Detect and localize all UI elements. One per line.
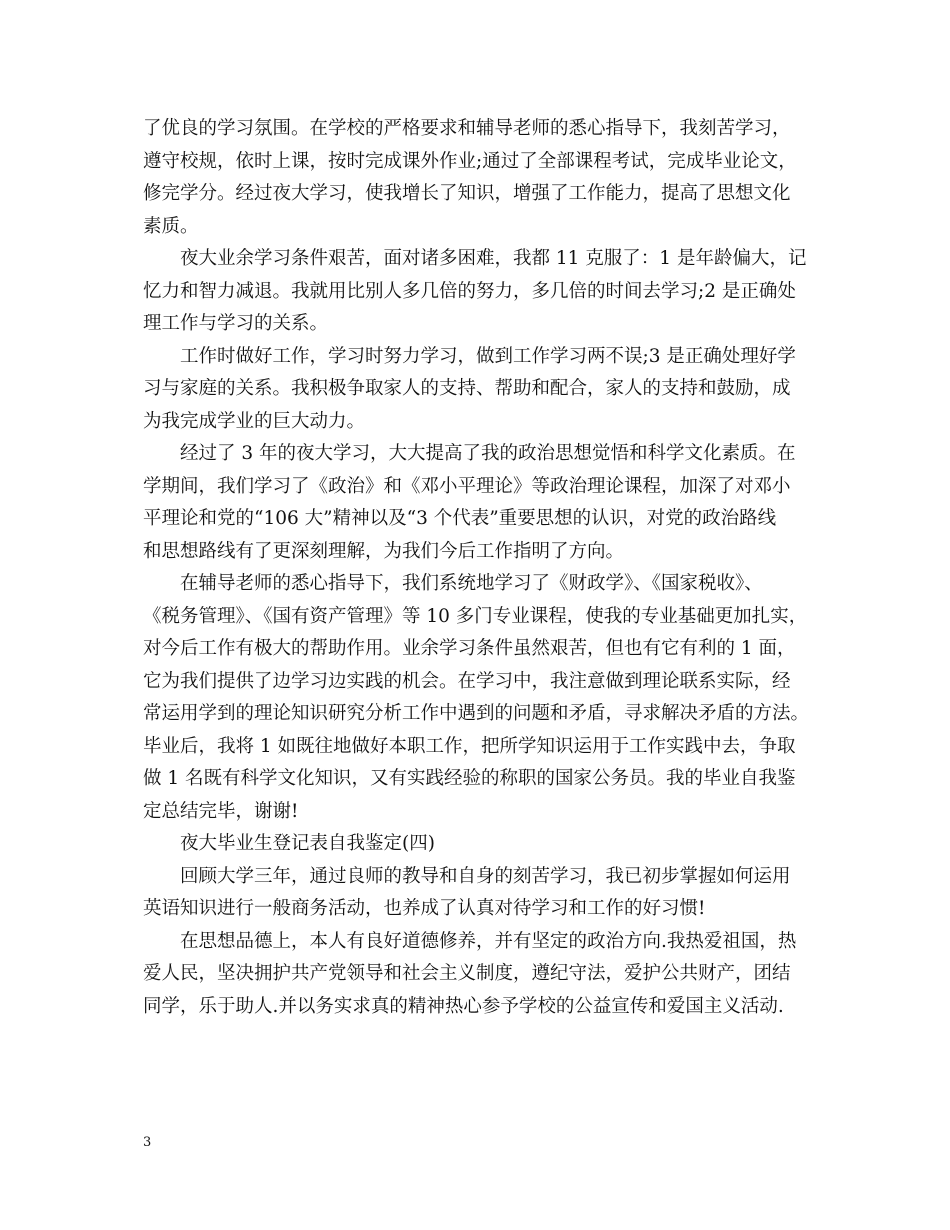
text-line: 平理论和党的“106 大”精神以及“3 个代表”重要思想的认识，对党的政治路线 bbox=[143, 508, 777, 529]
text-line: 在思想品德上，本人有良好道德修养，并有坚定的政治方向.我热爱祖国，热 bbox=[180, 930, 797, 952]
document-body bbox=[143, 113, 813, 1023]
paragraph bbox=[143, 438, 813, 568]
text-line: 定总结完毕，谢谢! bbox=[143, 800, 299, 822]
text-line: 同学，乐于助人.并以务实求真的精神热心参予学校的公益宣传和爱国主义活动. bbox=[143, 995, 784, 1017]
text-line: 素质。 bbox=[143, 215, 199, 237]
text-line: 毕业后，我将 1 如既往地做好本职工作，把所学知识运用于工作实践中去，争取 bbox=[143, 735, 796, 757]
paragraph bbox=[143, 861, 813, 926]
text-line: 爱人民，坚决拥护共产党领导和社会主义制度，遵纪守法，爱护公共财产，团结 bbox=[143, 963, 791, 984]
text-line: 《税务管理》、《国有资产管理》等 10 多门专业课程，使我的专业基础更加扎实， bbox=[143, 605, 808, 627]
text-line: 对今后工作有极大的帮助作用。业余学习条件虽然艰苦，但也有它有利的 1 面， bbox=[143, 638, 796, 659]
paragraph bbox=[143, 243, 813, 341]
paragraph bbox=[143, 926, 813, 1024]
page-number: 3 bbox=[143, 1135, 152, 1150]
text-line: 习与家庭的关系。我积极争取家人的支持、帮助和配合，家人的支持和鼓励，成 bbox=[143, 378, 791, 399]
text-line: 英语知识进行一般商务活动，也养成了认真对待学习和工作的好习惯! bbox=[143, 898, 706, 919]
paragraph bbox=[143, 341, 813, 439]
text-line: 经过了 3 年的夜大学习，大大提高了我的政治思想觉悟和科学文化素质。在 bbox=[180, 443, 796, 464]
text-line: 在辅导老师的悉心指导下，我们系统地学习了《财政学》、《国家税收》、 bbox=[180, 573, 763, 594]
paragraph bbox=[143, 113, 813, 243]
text-line: 理工作与学习的关系。 bbox=[143, 313, 329, 334]
text-line: 为我完成学业的巨大动力。 bbox=[143, 410, 366, 432]
text-line: 忆力和智力减退。我就用比别人多几倍的努力，多几倍的时间去学习;2 是正确处 bbox=[143, 280, 796, 302]
text-line: 修完学分。经过夜大学习，使我增长了知识，增强了工作能力，提高了思想文化 bbox=[143, 183, 791, 204]
text-line: 回顾大学三年，通过良师的教导和自身的刻苦学习，我已初步掌握如何运用 bbox=[180, 865, 791, 887]
text-line: 遵守校规，依时上课，按时完成课外作业;通过了全部课程考试，完成毕业论文， bbox=[143, 150, 797, 172]
text-line: 工作时做好工作，学习时努力学习，做到工作学习两不误;3 是正确处理好学 bbox=[180, 345, 796, 367]
text-line: 和思想路线有了更深刻理解，为我们今后工作指明了方向。 bbox=[143, 540, 625, 562]
text-line: 夜大毕业生登记表自我鉴定(四) bbox=[180, 833, 435, 854]
paragraph bbox=[143, 828, 813, 861]
text-line: 常运用学到的理论知识研究分析工作中遇到的问题和矛盾，寻求解决矛盾的方法。 bbox=[143, 703, 810, 724]
text-line: 做 1 名既有科学文化知识，又有实践经验的称职的国家公务员。我的毕业自我鉴 bbox=[143, 768, 796, 789]
text-line: 它为我们提供了边学习边实践的机会。在学习中，我注意做到理论联系实际，经 bbox=[143, 670, 791, 692]
text-line: 了优良的学习氛围。在学校的严格要求和辅导老师的悉心指导下，我刻苦学习， bbox=[143, 118, 791, 139]
text-line: 夜大业余学习条件艰苦，面对诸多困难，我都 11 克服了：1 是年龄偏大，记 bbox=[180, 248, 807, 269]
text-line: 学期间，我们学习了《政治》和《邓小平理论》等政治理论课程，加深了对邓小 bbox=[143, 475, 791, 497]
paragraph bbox=[143, 568, 813, 828]
